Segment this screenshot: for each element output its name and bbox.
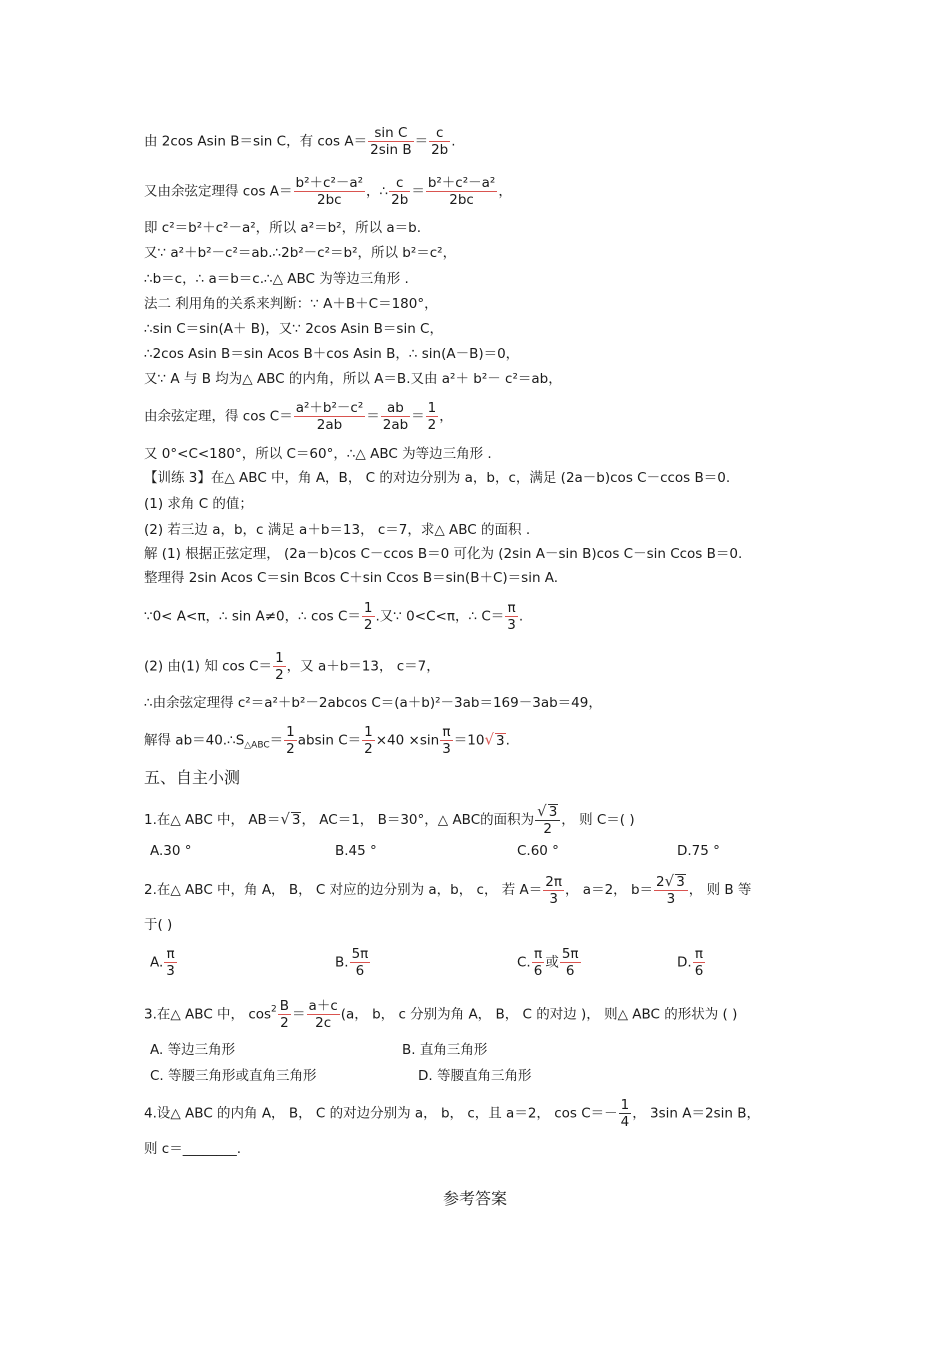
question-2-cont: 于( )	[144, 917, 173, 933]
text-line	[144, 175, 512, 208]
question-4	[144, 1097, 760, 1130]
denominator: 2	[543, 821, 553, 837]
text: 2.在△ ABC 中，角 A， B， C 对应的边分别为 a，b， c， 若 A＝	[144, 882, 543, 898]
denominator: 2bc	[449, 192, 474, 208]
fraction	[307, 998, 340, 1031]
text: 或	[545, 954, 559, 971]
subscript: △ABC	[244, 740, 270, 751]
fraction	[294, 175, 366, 208]
text: ，又 a＋b＝13， c＝7，	[286, 658, 440, 675]
sqrt-icon: √	[484, 730, 495, 749]
text: 1.在△ ABC 中， AB＝	[144, 812, 281, 828]
text-line	[144, 724, 510, 757]
coefficient: 2	[656, 874, 665, 890]
fraction	[164, 946, 177, 979]
fraction	[543, 874, 564, 907]
denominator: 6	[565, 963, 575, 979]
option-d[interactable]: D. 等腰直角三角形	[418, 1068, 532, 1084]
sqrt-icon: √	[537, 802, 547, 820]
text-line	[144, 600, 523, 633]
numerator: c	[389, 175, 410, 192]
numerator: 2π	[545, 873, 563, 890]
fraction	[440, 724, 453, 757]
radicand: 3	[496, 732, 505, 749]
question-2	[144, 873, 751, 907]
denominator: 2b	[391, 192, 409, 208]
fraction	[381, 400, 410, 433]
fraction	[368, 125, 413, 158]
option-b[interactable]: B. 直角三角形	[402, 1042, 488, 1058]
numerator: 1	[364, 724, 373, 740]
denominator: 2	[427, 417, 437, 433]
denominator: 2ab	[382, 417, 409, 433]
text-line: 整理得 2sin Acos C＝sin Bcos C＋sin Ccos B＝sin(B＋C)＝sin A.	[144, 570, 559, 586]
option-label: A.	[150, 954, 164, 971]
text-line: 法二 利用角的关系来判断：∵ A＋B＋C＝180°，	[144, 296, 438, 312]
text: 解得 ab＝40.∴S	[144, 732, 245, 749]
superscript: 2	[271, 1004, 277, 1015]
text-line: ∴sin C＝sin(A＋ B)，又∵ 2cos Asin B＝sin C，	[144, 321, 443, 337]
option-c[interactable]: C.60 °	[517, 843, 559, 859]
numerator	[654, 873, 688, 891]
text: (a， b， c 分别为角 A， B， C 的对边 )， 则△ ABC 的形状为 ( )	[340, 1006, 738, 1023]
denominator: 3	[666, 891, 676, 907]
text: ，	[439, 408, 453, 425]
text: ∵0< A<π，∴ sin A≠0，∴ cos C＝	[144, 608, 361, 625]
numerator: a＋c	[308, 998, 338, 1014]
text: ＝	[414, 133, 429, 150]
denominator: 2ab	[316, 417, 343, 433]
fraction	[654, 873, 688, 907]
radicand: 3	[548, 804, 558, 820]
fraction	[426, 175, 498, 208]
numerator	[535, 803, 560, 821]
text: ＝	[411, 408, 425, 425]
text: 又由余弦定理得 cos A＝	[144, 183, 293, 200]
fraction	[429, 125, 450, 158]
fraction	[619, 1097, 632, 1130]
question-3	[144, 998, 737, 1031]
text: ＝	[366, 408, 380, 425]
numerator: 5π	[351, 946, 369, 962]
denominator: 6	[694, 963, 704, 979]
numerator: 1	[286, 724, 295, 740]
numerator: sin C	[368, 125, 413, 142]
fraction	[560, 946, 581, 979]
fraction	[350, 946, 371, 979]
option-d[interactable]: D.75 °	[677, 843, 720, 859]
numerator: 5π	[561, 946, 579, 962]
text: 由余弦定理，得 cos C＝	[144, 408, 293, 425]
fraction	[535, 803, 560, 837]
denominator: 2b	[431, 142, 449, 158]
text: ＝	[292, 1006, 306, 1023]
fraction	[426, 400, 439, 433]
text-line: 又 0°<C<180°，所以 C＝60°，∴△ ABC 为等边三角形 .	[144, 446, 492, 462]
numerator: 1	[427, 400, 437, 416]
text: 由 2cos Asin B＝sin C，有 cos A＝	[144, 133, 368, 150]
text-line	[144, 400, 453, 433]
numerator: 1	[620, 1097, 630, 1113]
option-a[interactable]: A. 等边三角形	[150, 1042, 236, 1058]
numerator: π	[505, 600, 518, 617]
option-label: B.	[335, 954, 349, 971]
option-b[interactable]: B.45 °	[335, 843, 377, 859]
denominator: 4	[620, 1114, 630, 1130]
text-line: (1) 求角 C 的值；	[144, 496, 253, 512]
answers-title: 参考答案	[442, 1189, 507, 1208]
text-line: ∴2cos Asin B＝sin Acos B＋cos Asin B，∴ sin(A－B)＝0，	[144, 346, 520, 362]
fraction	[362, 600, 375, 633]
question-4-cont: 则 c＝________.	[144, 1141, 242, 1157]
denominator: 3	[166, 963, 175, 979]
denominator: 2	[275, 667, 284, 683]
fraction	[284, 724, 297, 757]
fraction	[362, 724, 375, 757]
text: ， 则 B 等	[688, 882, 752, 898]
denominator: 6	[533, 963, 543, 979]
text-line: 即 c²＝b²＋c²－a²，所以 a²＝b²，所以 a＝b.	[144, 220, 422, 236]
numerator: c	[429, 125, 450, 142]
numerator: 1	[363, 600, 373, 616]
numerator: B	[279, 998, 290, 1014]
text: .	[505, 732, 510, 749]
denominator: 3	[507, 617, 516, 633]
fraction	[294, 400, 366, 433]
sqrt-icon: √	[280, 810, 290, 828]
text: (2) 由(1) 知 cos C＝	[144, 658, 273, 675]
denominator: 2	[280, 1015, 289, 1031]
denominator: 6	[355, 963, 365, 979]
option-c[interactable]: C. 等腰三角形或直角三角形	[150, 1068, 317, 1084]
text: ， AC＝1， B＝30°，△ ABC的面积为	[301, 812, 535, 828]
text-line: 又∵ A 与 B 均为△ ABC 的内角，所以 A＝B.又由 a²＋ b²－ c²＝ab，	[144, 371, 562, 387]
text: ×40 ×sin	[375, 732, 440, 749]
text: ＝	[269, 732, 284, 749]
fraction	[389, 175, 410, 208]
text: 4.设△ ABC 的内角 A， B， C 的对边分别为 a， b， c，且 a＝2， cos C＝－	[144, 1105, 618, 1122]
text-line	[144, 650, 440, 683]
denominator: 2	[363, 617, 373, 633]
option-d[interactable]	[677, 946, 706, 979]
text: .	[451, 133, 456, 150]
numerator: a²＋b²－c²	[295, 400, 364, 416]
text: ，∴	[366, 183, 389, 200]
numerator: π	[164, 946, 177, 963]
text-line: ∴b＝c，∴ a＝b＝c.∴△ ABC 为等边三角形 .	[144, 271, 409, 287]
text: .又∵ 0<C<π，∴ C＝	[375, 608, 505, 625]
option-label: C.	[517, 954, 531, 971]
text-line: 又∵ a²＋b²－c²＝ab.∴2b²－c²＝b²，所以 b²＝c²，	[144, 245, 457, 261]
option-label: D.	[677, 954, 692, 971]
denominator: 2	[286, 741, 295, 757]
numerator: b²＋c²－a²	[295, 175, 364, 191]
text-line: (2) 若三边 a，b，c 满足 a＋b＝13， c＝7，求△ ABC 的面积 .	[144, 522, 531, 538]
text-line: 解 (1) 根据正弦定理， (2a－b)cos C－ccos B＝0 可化为 (2sin A－sin B)cos C－sin Ccos B＝0.	[144, 546, 743, 562]
text: .	[518, 608, 524, 625]
text-line: ∴由余弦定理得 c²＝a²＋b²－2abcos C＝(a＋b)²－3ab＝169－3ab＝49，	[144, 695, 602, 711]
radicand: 3	[291, 812, 301, 828]
denominator: 2	[364, 741, 373, 757]
denominator: 3	[549, 890, 558, 907]
text: 3.在△ ABC 中， cos	[144, 1006, 272, 1023]
sqrt-icon: √	[664, 872, 675, 890]
denominator: 3	[442, 741, 451, 757]
text-line	[144, 125, 456, 158]
radicand: 3	[676, 874, 685, 890]
numerator: π	[440, 724, 453, 741]
fraction	[532, 946, 545, 979]
text: ， 则 C＝( )	[561, 812, 635, 828]
text: absin C＝	[297, 732, 362, 749]
option-c[interactable]	[517, 946, 582, 979]
fraction	[693, 946, 706, 979]
numerator: ab	[381, 400, 410, 417]
numerator: 1	[275, 650, 284, 666]
section-title: 五、自主小测	[144, 768, 241, 787]
fraction	[278, 998, 291, 1031]
fraction	[273, 650, 286, 683]
text: ＝10	[453, 732, 485, 749]
text-line: 【训练 3】在△ ABC 中，角 A，B， C 的对边分别为 a，b，c，满足 (2a－b)cos C－ccos B＝0.	[144, 470, 731, 486]
text: ， a＝2， b＝	[565, 882, 654, 898]
numerator: π	[693, 946, 706, 963]
denominator: 2bc	[317, 192, 342, 208]
option-a[interactable]	[150, 946, 178, 979]
numerator: π	[532, 946, 545, 963]
question-1	[144, 803, 635, 837]
denominator: 2c	[315, 1015, 332, 1031]
text: ，	[498, 183, 512, 200]
text: ， 3sin A＝2sin B，	[632, 1105, 760, 1122]
option-a[interactable]: A.30 °	[150, 843, 192, 859]
option-b[interactable]	[335, 946, 371, 979]
denominator: 2sin B	[370, 142, 412, 158]
numerator: b²＋c²－a²	[427, 175, 496, 191]
text: ＝	[411, 183, 425, 200]
fraction	[505, 600, 518, 633]
